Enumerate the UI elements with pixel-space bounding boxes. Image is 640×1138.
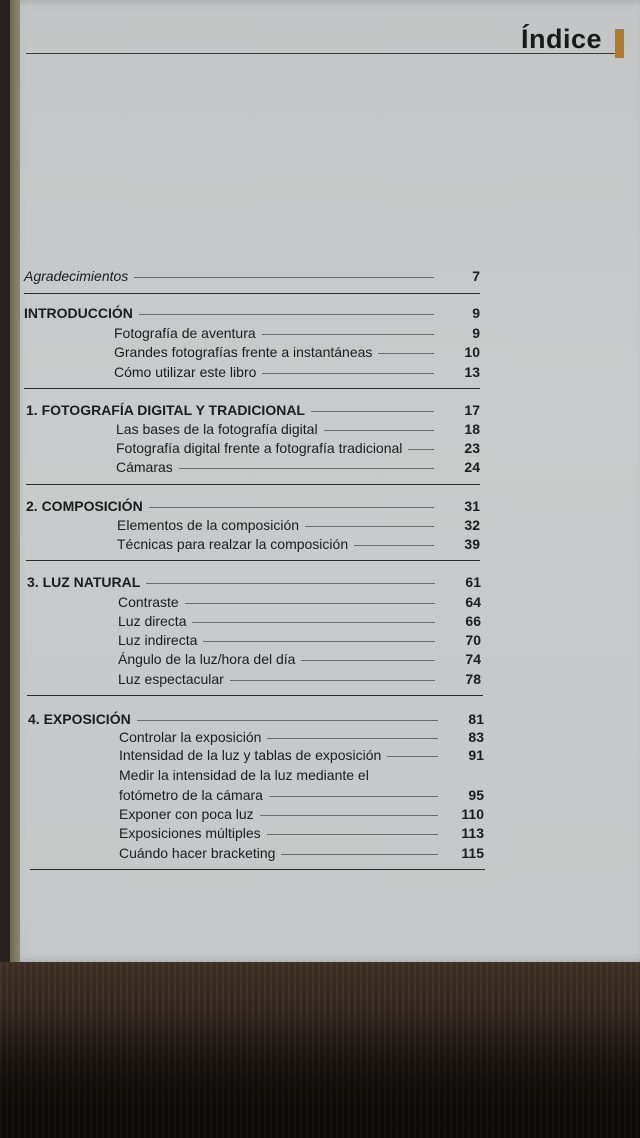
toc-entry-agradecimientos xyxy=(24,268,480,286)
section-separator xyxy=(26,484,480,485)
toc-chapter-3 xyxy=(27,574,481,592)
toc-entry xyxy=(114,344,480,362)
toc-entry xyxy=(118,651,481,669)
toc-leader xyxy=(260,815,438,816)
toc-entry xyxy=(118,613,481,631)
toc-entry xyxy=(114,325,480,343)
toc-leader xyxy=(146,583,435,584)
toc-leader xyxy=(137,720,438,721)
toc-leader xyxy=(311,411,434,412)
toc-page-number: 81 xyxy=(468,711,484,727)
toc-entry-label: Agradecimientos xyxy=(24,268,129,284)
toc-entry-label: Grandes fotografías frente a instantáneas xyxy=(114,344,373,360)
toc-leader xyxy=(262,373,434,374)
toc-entry xyxy=(119,787,484,805)
toc-leader xyxy=(262,334,434,335)
toc-entry xyxy=(118,671,481,689)
toc-chapter-1 xyxy=(26,402,480,420)
toc-leader xyxy=(387,756,438,757)
toc-entry-label: Exponer con poca luz xyxy=(119,806,254,822)
toc-entry-label: Luz directa xyxy=(118,613,187,629)
toc-page-number: 13 xyxy=(464,364,480,380)
toc-page-number: 110 xyxy=(461,806,484,822)
toc-leader xyxy=(179,468,434,469)
toc-page-number: 91 xyxy=(468,747,484,763)
toc-entry xyxy=(119,806,484,824)
toc-page-number: 9 xyxy=(472,305,480,321)
toc-leader xyxy=(354,545,434,546)
toc-chapter-4 xyxy=(28,711,484,729)
toc-entry-label: Exposiciones múltiples xyxy=(119,825,261,841)
toc-leader xyxy=(134,277,434,278)
toc-entry xyxy=(117,517,480,535)
toc-entry-continued xyxy=(119,767,484,785)
toc-leader xyxy=(269,796,438,797)
toc-chapter-label: INTRODUCCIÓN xyxy=(24,305,133,321)
toc-entry xyxy=(116,459,480,477)
toc-leader xyxy=(324,430,434,431)
toc-leader xyxy=(378,353,434,354)
toc-entry-label: Fotografía de aventura xyxy=(114,325,256,341)
toc-entry-label: Técnicas para realzar la composición xyxy=(117,536,349,552)
toc-page-number: 70 xyxy=(465,632,481,648)
toc-leader xyxy=(185,603,435,604)
page-title: Índice xyxy=(520,24,602,54)
toc-leader xyxy=(267,738,438,739)
toc-entry-label: Fotografía digital frente a fotografía tradicional xyxy=(116,440,403,456)
toc-entry-label: fotómetro de la cámara xyxy=(119,787,263,803)
toc-chapter-label: 2. COMPOSICIÓN xyxy=(26,498,143,514)
toc-entry xyxy=(119,845,484,863)
toc-entry-label: Medir la intensidad de la luz mediante el xyxy=(119,767,369,783)
toc-leader xyxy=(139,314,434,315)
toc-page-number: 64 xyxy=(465,594,481,610)
toc-page-number: 61 xyxy=(465,574,481,590)
toc-entry xyxy=(119,825,484,843)
toc-entry-label: Ángulo de la luz/hora del día xyxy=(118,651,296,667)
section-separator xyxy=(24,388,480,389)
toc-page-number: 7 xyxy=(472,268,480,284)
toc-entry-label: Cuándo hacer bracketing xyxy=(119,845,276,861)
toc-entry-label: Intensidad de la luz y tablas de exposición xyxy=(119,747,382,763)
toc-page-number: 23 xyxy=(464,440,480,456)
toc-entry xyxy=(119,729,484,747)
toc-entry-label: Elementos de la composición xyxy=(117,517,300,533)
toc-entry xyxy=(116,440,480,458)
toc-leader xyxy=(301,660,435,661)
toc-page-number: 113 xyxy=(461,825,484,841)
toc-entry xyxy=(117,536,480,554)
toc-entry xyxy=(116,421,480,439)
toc-page-number: 115 xyxy=(461,845,484,861)
section-separator xyxy=(27,695,483,696)
toc-page-number: 74 xyxy=(465,651,481,667)
toc-chapter-label: 1. FOTOGRAFÍA DIGITAL Y TRADICIONAL xyxy=(26,402,305,418)
toc-leader xyxy=(267,834,438,835)
toc-page-number: 66 xyxy=(465,613,481,629)
toc-chapter-label: 3. LUZ NATURAL xyxy=(27,574,141,590)
toc-entry xyxy=(119,747,484,765)
toc-entry xyxy=(118,594,481,612)
toc-page-number: 17 xyxy=(464,402,480,418)
toc-leader xyxy=(149,507,434,508)
toc-leader xyxy=(281,854,438,855)
toc-leader xyxy=(230,680,435,681)
section-separator xyxy=(30,869,485,870)
toc-entry-label: Luz espectacular xyxy=(118,671,224,687)
toc-entry-label: Luz indirecta xyxy=(118,632,198,648)
toc-chapter-introduccion xyxy=(24,305,480,323)
toc-entry-label: Contraste xyxy=(118,594,179,610)
toc-leader xyxy=(408,449,434,450)
toc-leader xyxy=(203,641,435,642)
toc-chapter-2 xyxy=(26,498,480,516)
toc-page-number: 18 xyxy=(464,421,480,437)
toc-page-number: 24 xyxy=(464,459,480,475)
toc-entry-label: Cómo utilizar este libro xyxy=(114,364,257,380)
toc-entry xyxy=(118,632,481,650)
toc-leader xyxy=(192,622,435,623)
toc-page-number: 83 xyxy=(468,729,484,745)
toc-leader xyxy=(305,526,434,527)
toc-page-number: 31 xyxy=(464,498,480,514)
toc-page-number: 95 xyxy=(468,787,484,803)
toc-page-number: 10 xyxy=(464,344,480,360)
toc-entry-label: Controlar la exposición xyxy=(119,729,262,745)
toc-chapter-label: 4. EXPOSICIÓN xyxy=(28,711,131,727)
toc-page-number: 39 xyxy=(464,536,480,552)
toc-entry xyxy=(114,364,480,382)
toc-entry-label: Las bases de la fotografía digital xyxy=(116,421,318,437)
toc-page-number: 78 xyxy=(465,671,481,687)
toc-page-number: 32 xyxy=(464,517,480,533)
toc-entry-label: Cámaras xyxy=(116,459,173,475)
shadow xyxy=(0,1010,640,1138)
section-separator xyxy=(26,560,480,561)
toc-page-number: 9 xyxy=(472,325,480,341)
section-separator xyxy=(24,293,480,294)
